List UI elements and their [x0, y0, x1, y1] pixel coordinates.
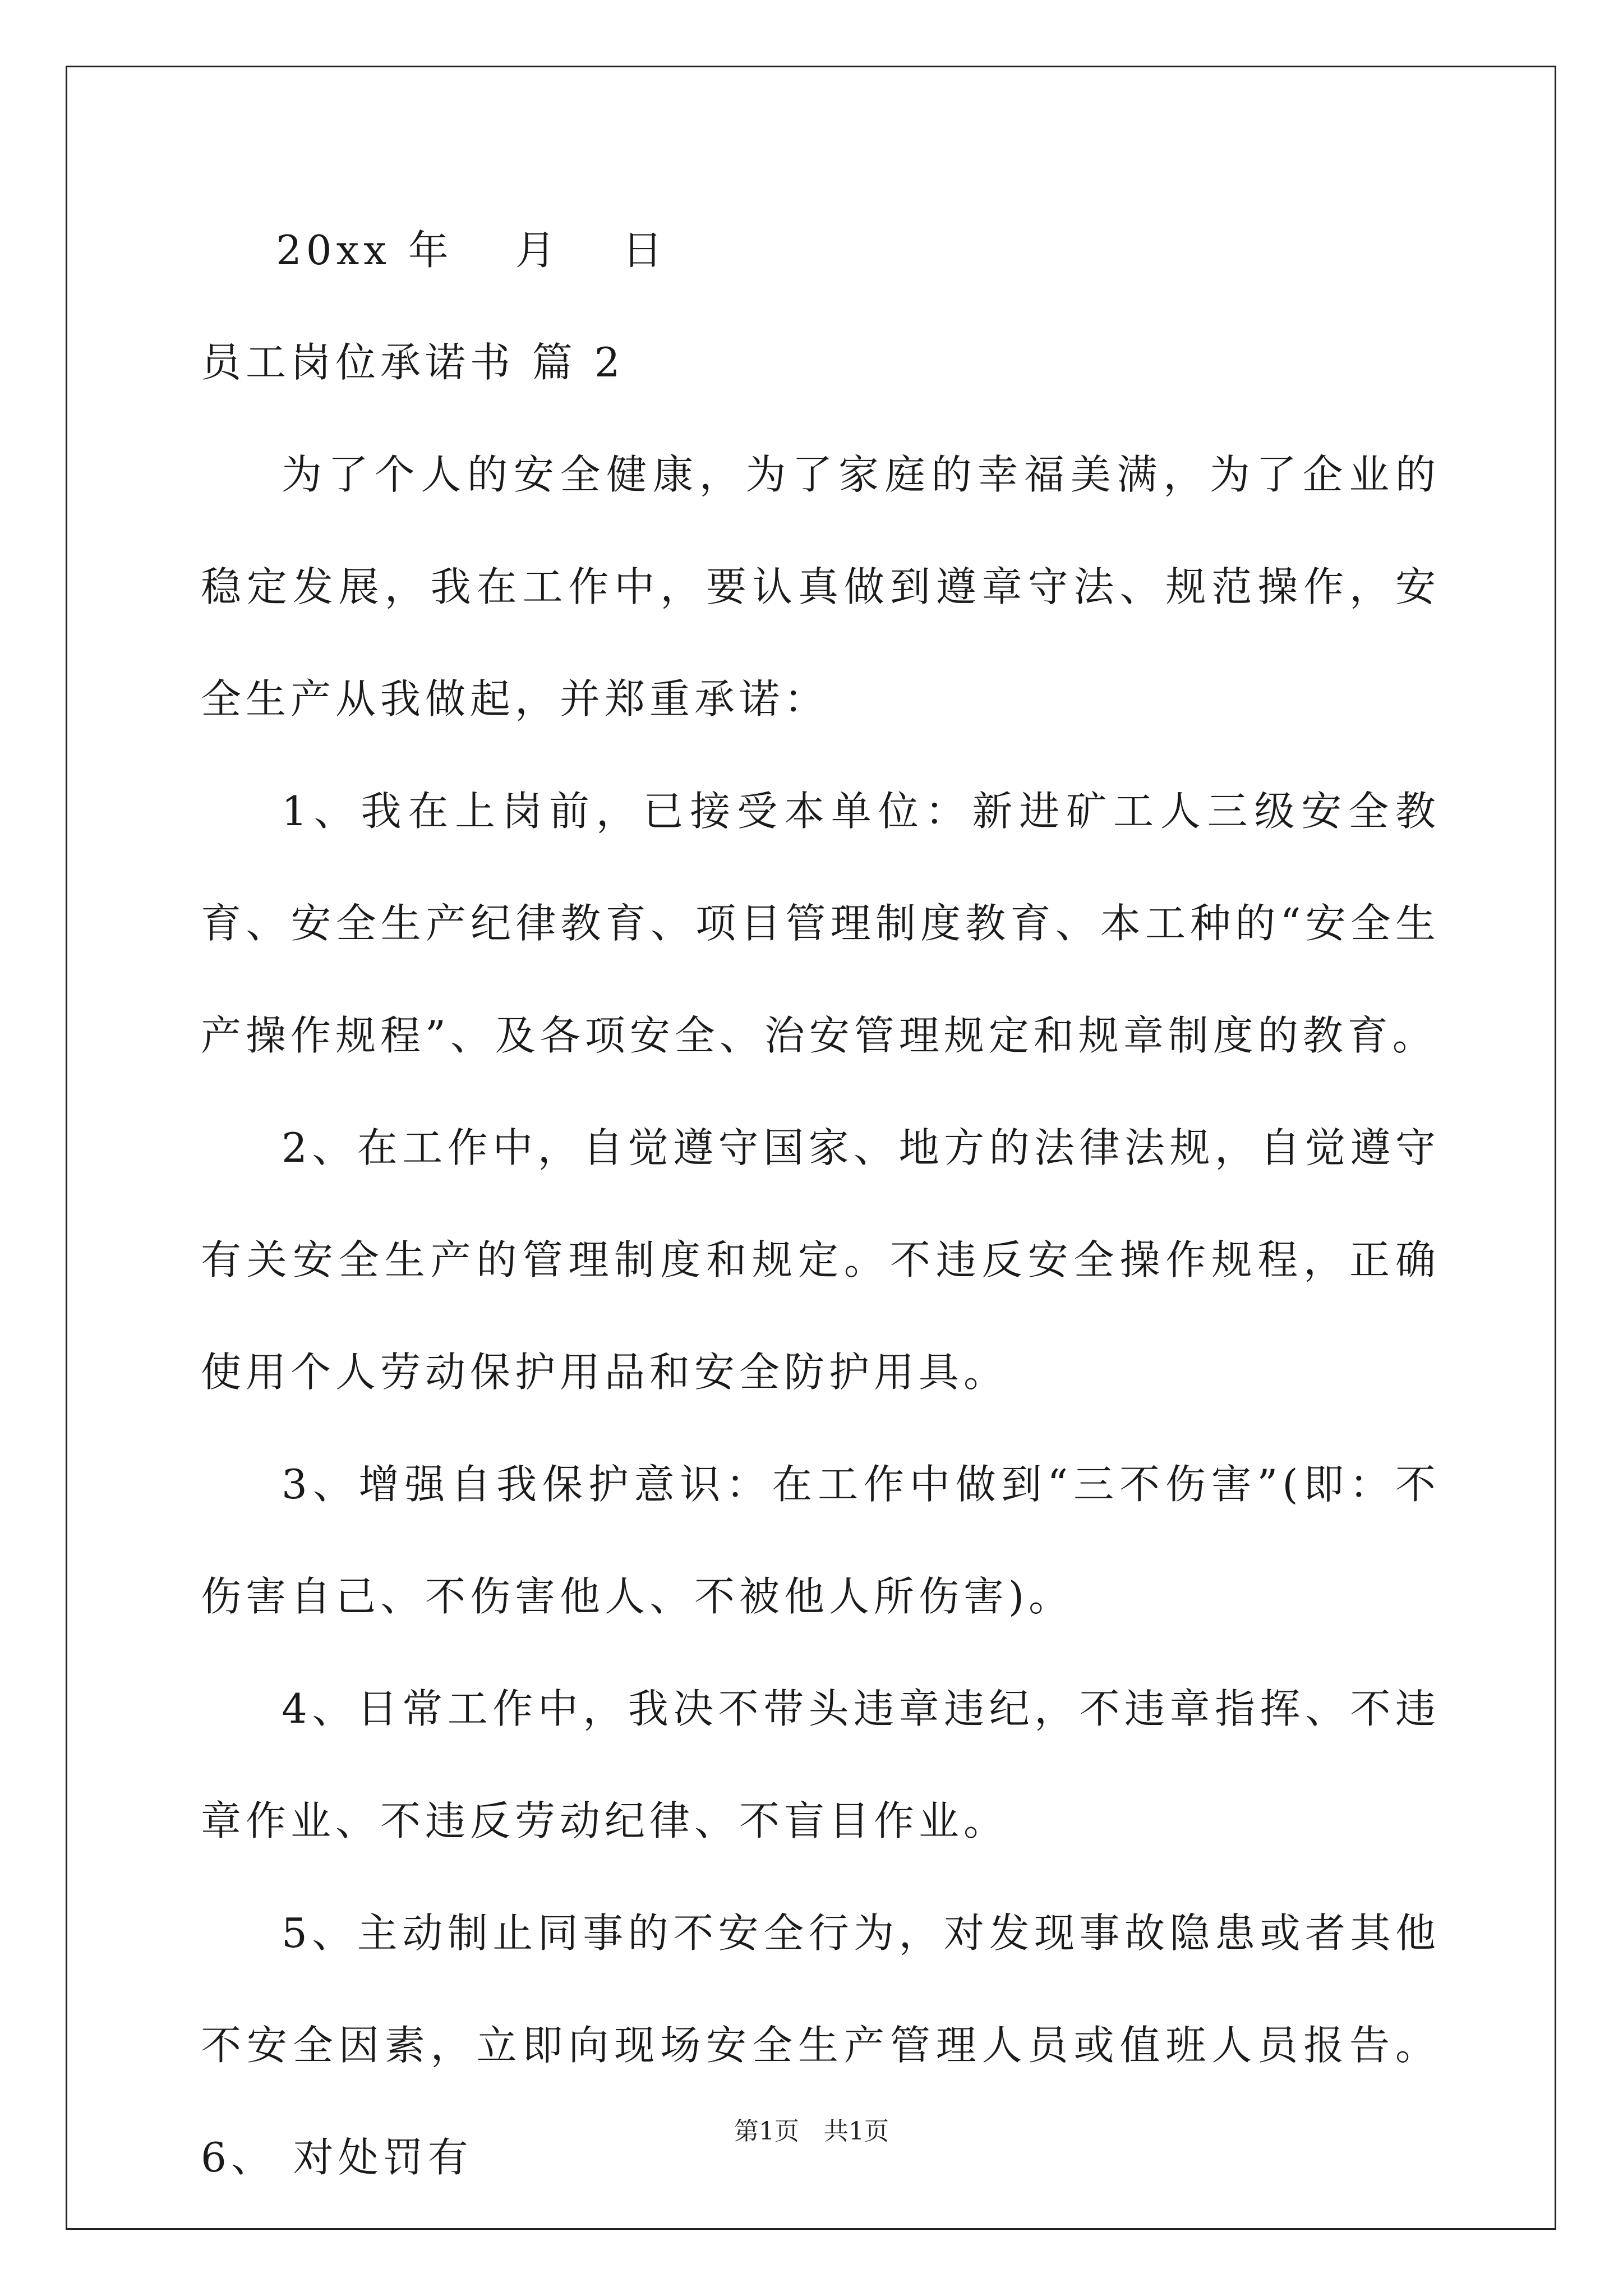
paragraph-item-1: 1、我在上岗前，已接受本单位：新进矿工人三级安全教育、安全生产纪律教育、项目管理制度教育、本工种的“安全生产操作规程”、及各项安全、治安管理规定和规章制度的教育。 — [201, 788, 1440, 1059]
paragraph-item-3: 3、增强自我保护意识：在工作中做到“三不伤害”(即：不伤害自己、不伤害他人、不被他人所伤害)。 — [201, 1461, 1440, 1620]
paragraph-item-4: 4、日常工作中，我决不带头违章违纪，不违章指挥、不违章作业、不违反劳动纪律、不盲目作业。 — [201, 1685, 1440, 1844]
page-footer: 第1页 共1页 — [734, 2117, 889, 2146]
document-heading: 员工岗位承诺书 篇 2 — [201, 339, 625, 386]
body-text — [201, 418, 1440, 2214]
paragraph-item-5: 5、主动制止同事的不安全行为，对发现事故隐患或者其他不安全因素，立即向现场安全生产管理人员或值班人员报告。 6、 对处罚有 — [201, 1910, 1440, 2181]
date-line: 20xx 年 月 日 — [276, 227, 667, 274]
paragraph-intro: 为了个人的安全健康，为了家庭的幸福美满，为了企业的稳定发展，我在工作中，要认真做到遵章守法、规范操作，安全生产从我做起，并郑重承诺： — [201, 451, 1440, 723]
paragraph-item-2: 2、在工作中，自觉遵守国家、地方的法律法规，自觉遵守有关安全生产的管理制度和规定。不违反安全操作规程，正确使用个人劳动保护用品和安全防护用具。 — [201, 1124, 1440, 1396]
